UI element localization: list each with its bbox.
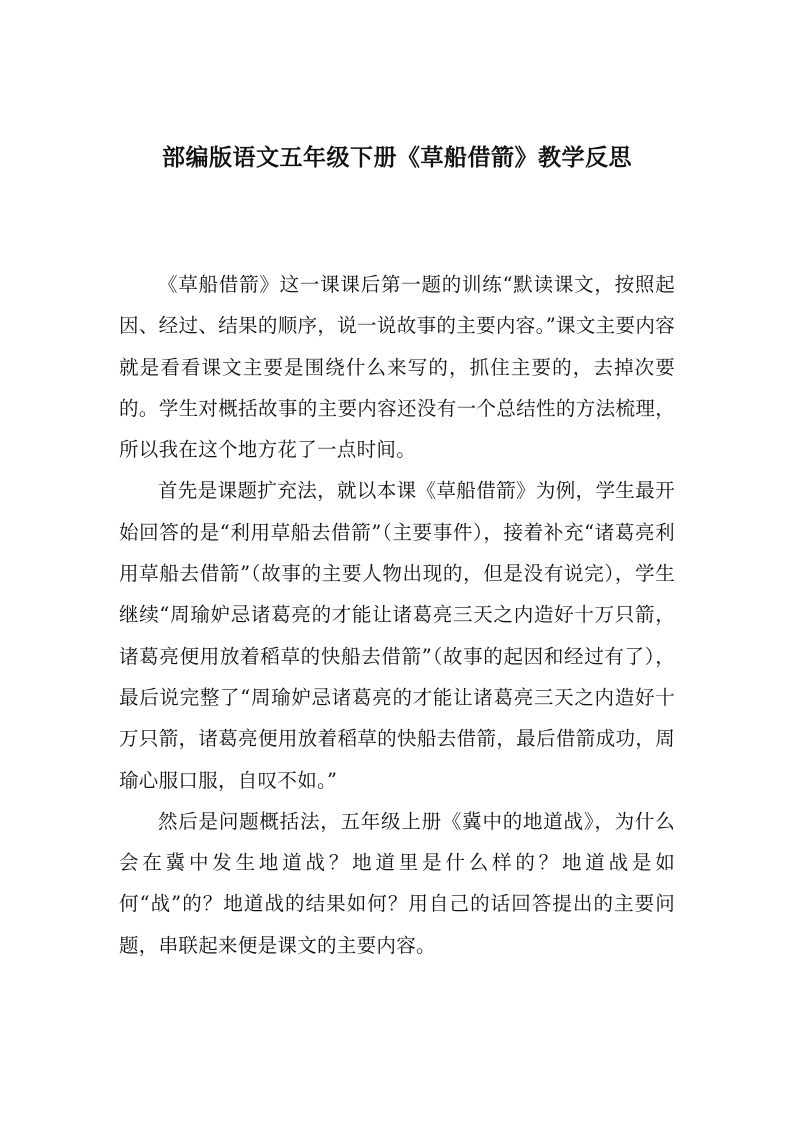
document-body: [119, 264, 675, 966]
paragraph-2: 首先是课题扩充法，就以本课《草船借箭》为例，学生最开始回答的是“利用草船去借箭”（主要事件），接着补充“诸葛亮利用草船去借箭”（故事的主要人物出现的，但是没有说完），学生继续“周瑜妒忌诸葛亮的才能让诸葛亮三天之内造好十万只箭，诸葛亮便用放着稻草的快船去借箭”（故事的起因和经过有了），最后说完整了“周瑜妒忌诸葛亮的才能让诸葛亮三天之内造好十万只箭，诸葛亮便用放着稻草的快船去借箭，最后借箭成功，周瑜心服口服，自叹不如。”: [119, 479, 675, 792]
paragraph-1: 《草船借箭》这一课课后第一题的训练“默读课文，按照起因、经过、结果的顺序，说一说故事的主要内容。”课文主要内容就是看看课文主要是围绕什么来写的，抓住主要的，去掉次要的。学生对概括故事的主要内容还没有一个总结性的方法梳理，所以我在这个地方花了一点时间。: [119, 273, 675, 462]
document-title: 部编版语文五年级下册《草船借箭》教学反思: [162, 144, 632, 171]
paragraph-3: 然后是问题概括法，五年级上册《冀中的地道战》，为什么会在冀中发生地道战？地道里是什么样的？地道战是如何“战”的？地道战的结果如何？用自己的话回答提出的主要问题，串联起来便是课文的主要内容。: [119, 809, 675, 957]
